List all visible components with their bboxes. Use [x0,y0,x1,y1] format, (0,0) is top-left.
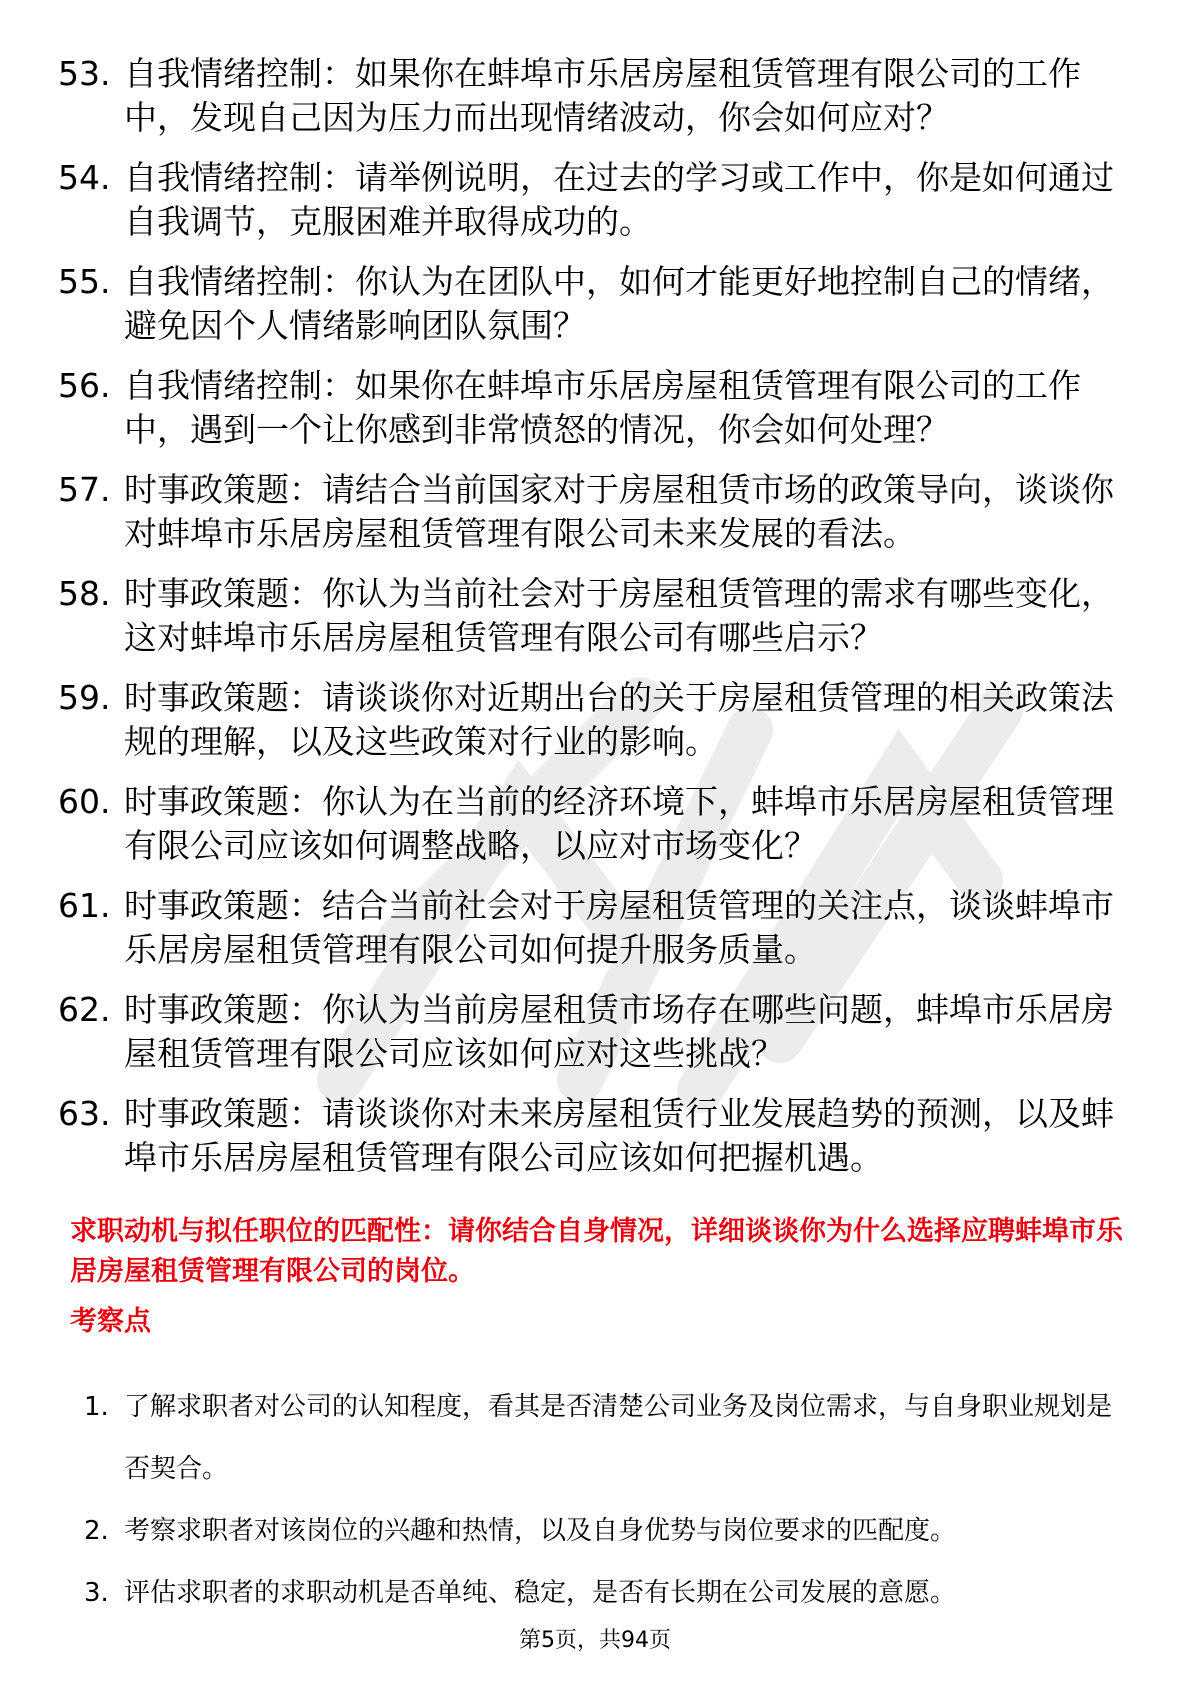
point-number: 1. [84,1392,109,1422]
question-item [58,364,1138,452]
question-number: 56. [58,366,111,405]
question-number: 54. [58,158,111,197]
point-text: 了解求职者对公司的认知程度，看其是否清楚公司业务及岗位需求，与自身职业规划是否契合。 [124,1392,1113,1484]
assessment-point [84,1500,1124,1562]
question-number: 57. [58,470,111,509]
question-number: 59. [58,678,111,717]
question-number: 58. [58,574,111,613]
question-item [58,884,1138,972]
question-number: 63. [58,1094,111,1133]
question-item [58,988,1138,1076]
question-item [58,52,1138,140]
point-text: 评估求职者的求职动机是否单纯、稳定，是否有长期在公司发展的意愿。 [124,1578,957,1608]
question-item [58,780,1138,868]
question-text: 时事政策题：请结合当前国家对于房屋租赁市场的政策导向，谈谈你对蚌埠市乐居房屋租赁管理有限公司未来发展的看法。 [124,470,1114,553]
question-text: 时事政策题：请谈谈你对近期出台的关于房屋租赁管理的相关政策法规的理解，以及这些政策对行业的影响。 [124,678,1114,761]
question-item [58,156,1138,244]
assessment-point [84,1376,1124,1500]
question-text: 自我情绪控制：请举例说明，在过去的学习或工作中，你是如何通过自我调节，克服困难并取得成功的。 [124,158,1114,241]
point-text: 考察求职者对该岗位的兴趣和热情，以及自身优势与岗位要求的匹配度。 [124,1516,957,1546]
question-item [58,260,1138,348]
highlight-question: 求职动机与拟任职位的匹配性：请你结合自身情况，详细谈谈你为什么选择应聘蚌埠市乐居房屋租赁管理有限公司的岗位。 [70,1216,1123,1287]
question-number: 60. [58,782,111,821]
question-number: 55. [58,262,111,301]
question-item [58,572,1138,660]
assessment-point [84,1562,1124,1624]
question-item [58,468,1138,556]
question-text: 时事政策题：请谈谈你对未来房屋租赁行业发展趋势的预测，以及蚌埠市乐居房屋租赁管理有限公司应该如何把握机遇。 [124,1094,1114,1177]
question-text: 自我情绪控制：如果你在蚌埠市乐居房屋租赁管理有限公司的工作中，发现自己因为压力而出现情绪波动，你会如何应对？ [124,54,1081,137]
question-text: 时事政策题：结合当前社会对于房屋租赁管理的关注点，谈谈蚌埠市乐居房屋租赁管理有限公司如何提升服务质量。 [124,886,1114,969]
point-number: 2. [84,1516,109,1546]
question-text: 自我情绪控制：如果你在蚌埠市乐居房屋租赁管理有限公司的工作中，遇到一个让你感到非常愤怒的情况，你会如何处理？ [124,366,1081,449]
question-text: 时事政策题：你认为当前社会对于房屋租赁管理的需求有哪些变化，这对蚌埠市乐居房屋租赁管理有限公司有哪些启示？ [124,574,1114,657]
question-number: 61. [58,886,111,925]
question-text: 时事政策题：你认为在当前的经济环境下，蚌埠市乐居房屋租赁管理有限公司应该如何调整战略，以应对市场变化？ [124,782,1114,865]
question-number: 53. [58,54,111,93]
page-footer: 第5页，共94页 [519,1628,671,1653]
question-list [58,52,1138,1196]
question-item [58,1092,1138,1180]
assessment-points-list [84,1376,1124,1624]
point-number: 3. [84,1578,109,1608]
question-item [58,676,1138,764]
question-text: 时事政策题：你认为当前房屋租赁市场存在哪些问题，蚌埠市乐居房屋租赁管理有限公司应该如何应对这些挑战？ [124,990,1114,1073]
section-heading: 考察点 [70,1306,151,1337]
question-number: 62. [58,990,111,1029]
question-text: 自我情绪控制：你认为在团队中，如何才能更好地控制自己的情绪，避免因个人情绪影响团队氛围？ [124,262,1114,345]
